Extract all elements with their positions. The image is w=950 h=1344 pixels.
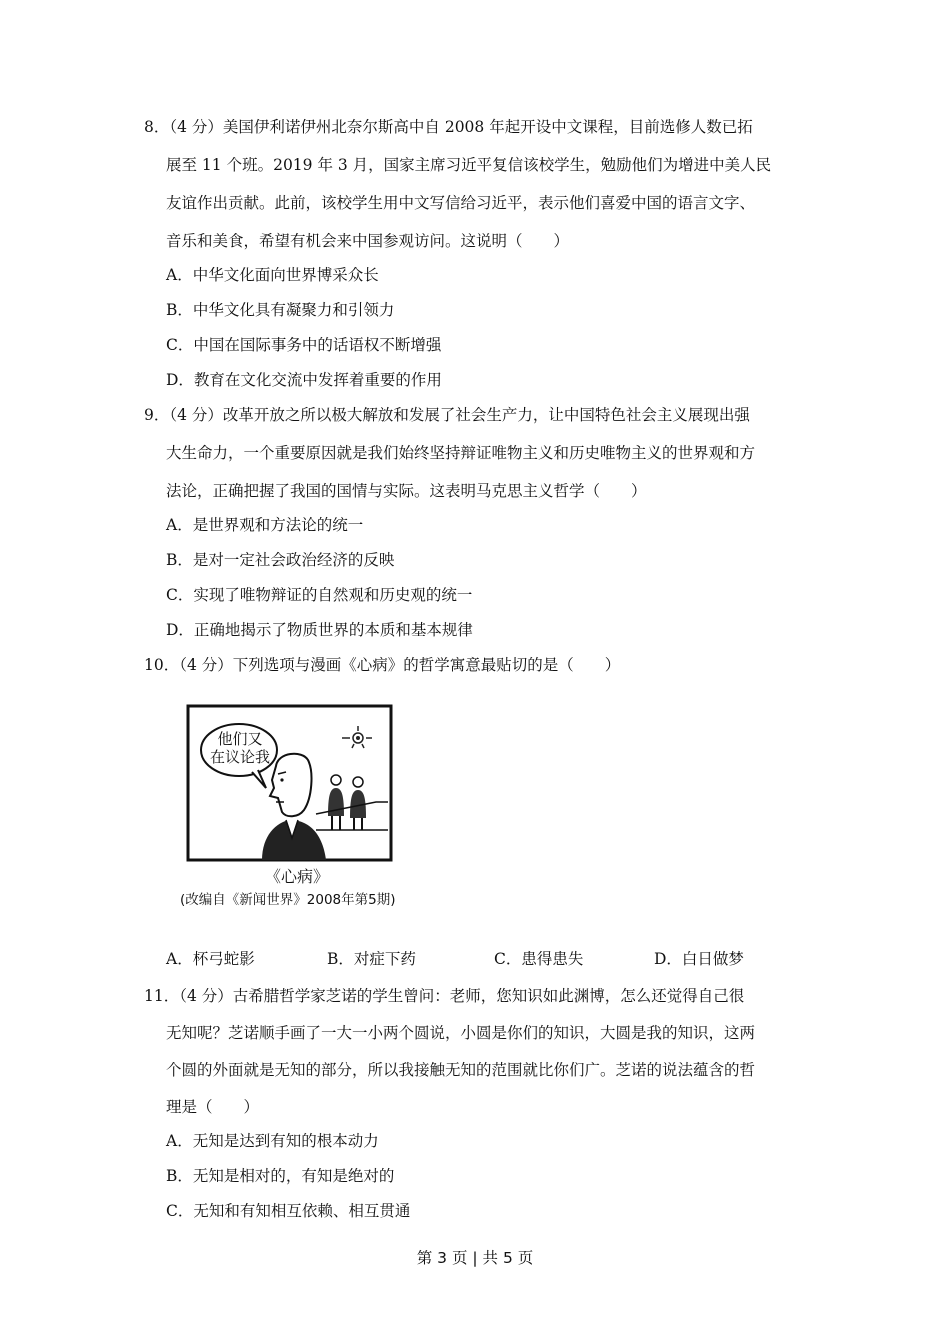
q8-stem-line-4: 音乐和美食，希望有机会来中国参观访问。这说明（ ） — [166, 232, 570, 250]
q10-option-b: B．对症下药 — [327, 950, 416, 968]
q8-stem-line-3: 友谊作出贡献。此前，该校学生用中文写信给习近平，表示他们喜爱中国的语言文字、 — [166, 194, 756, 212]
q11-option-a: A．无知是达到有知的根本动力 — [166, 1132, 379, 1150]
cartoon-source: (改编自《新闻世界》2008年第5期) — [180, 892, 396, 908]
q9-stem-line-2: 大生命力，一个重要原因就是我们始终坚持辩证唯物主义和历史唯物主义的世界观和方 — [166, 444, 756, 462]
cartoon-title: 《心病》 — [264, 867, 329, 886]
q9-option-d: D．正确地揭示了物质世界的本质和基本规律 — [166, 621, 473, 639]
q8-option-a: A．中华文化面向世界博采众长 — [166, 266, 379, 284]
page-footer: 第 3 页 | 共 5 页 — [416, 1249, 534, 1267]
q9-stem-line-3: 法论，正确把握了我国的国情与实际。这表明马克思主义哲学（ ） — [166, 482, 647, 500]
bubble-line-2: 在议论我 — [210, 748, 271, 766]
q11-stem-line-4: 理是（ ） — [166, 1098, 260, 1116]
q10-option-a: A．杯弓蛇影 — [166, 950, 255, 968]
q9-option-b: B．是对一定社会政治经济的反映 — [166, 551, 395, 569]
q11-option-c: C．无知和有知相互依赖、相互贯通 — [166, 1202, 411, 1220]
q11-stem-line-3: 个圆的外面就是无知的部分，所以我接触无知的范围就比你们广。芝诺的说法蕴含的哲 — [166, 1061, 756, 1079]
bubble-line-1: 他们又 — [217, 730, 263, 748]
q10-option-d: D．白日做梦 — [654, 950, 744, 968]
cartoon-xinbing — [166, 688, 428, 924]
speech-bubble-text — [210, 730, 270, 766]
q8-option-b: B．中华文化具有凝聚力和引领力 — [166, 301, 395, 319]
q9-option-a: A．是世界观和方法论的统一 — [166, 516, 364, 534]
q10-stem: 10．（4 分）下列选项与漫画《心病》的哲学寓意最贴切的是（ ） — [144, 656, 621, 674]
q11-stem-line-1: 11．（4 分）古希腊哲学家芝诺的学生曾问：老师，您知识如此渊博，怎么还觉得自己很 — [144, 987, 745, 1005]
q9-option-c: C．实现了唯物辩证的自然观和历史观的统一 — [166, 586, 473, 604]
q10-option-c: C．患得患失 — [494, 950, 584, 968]
q9-stem-line-1: 9．（4 分）改革开放之所以极大解放和发展了社会生产力，让中国特色社会主义展现出强 — [144, 406, 750, 424]
q8-option-d: D．教育在文化交流中发挥着重要的作用 — [166, 371, 442, 389]
q8-stem-line-1: 8．（4 分）美国伊利诺伊州北奈尔斯高中自 2008 年起开设中文课程，目前选修人数已拓 — [144, 118, 753, 136]
q11-option-b: B．无知是相对的，有知是绝对的 — [166, 1167, 395, 1185]
q8-stem-line-2: 展至 11 个班。2019 年 3 月，国家主席习近平复信该校学生，勉励他们为增进中美人民 — [166, 156, 772, 174]
q11-stem-line-2: 无知呢？芝诺顺手画了一大一小两个圆说，小圆是你们的知识，大圆是我的知识，这两 — [166, 1024, 756, 1042]
q8-option-c: C．中国在国际事务中的话语权不断增强 — [166, 336, 442, 354]
